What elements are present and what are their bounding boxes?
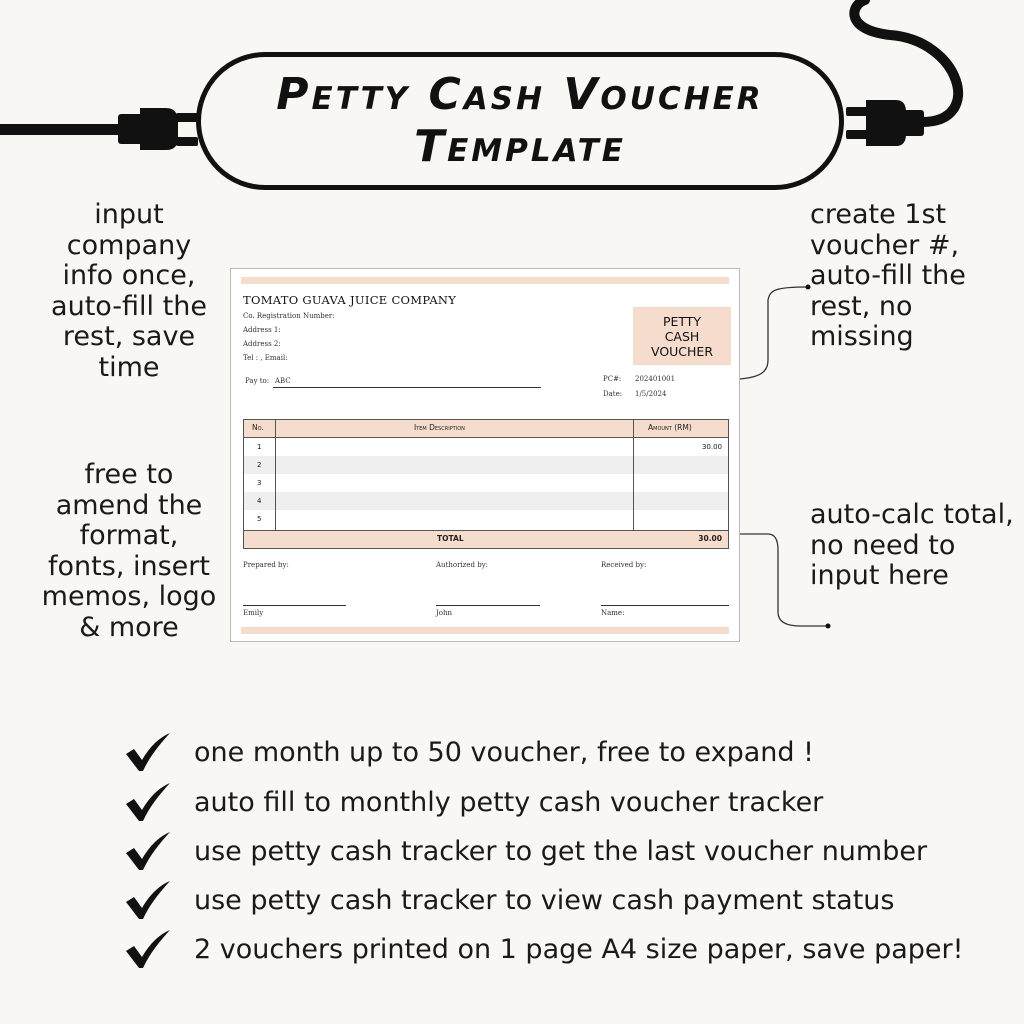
checkmark-icon [122,878,174,922]
list-item-text: use petty cash tracker to get the last voucher number [194,835,928,867]
received-signature-line [601,605,729,606]
plug-right-icon [846,0,958,146]
row-no: 2 [257,461,262,469]
pay-to-value: ABC [275,377,291,385]
tel-label [243,354,288,362]
authorized-name: John [436,609,453,617]
reg-label: Co. Registration Number: [243,312,335,320]
title-banner [196,52,844,190]
checkmark-icon [122,927,174,971]
table-row [244,492,728,510]
voucher-preview [230,268,740,642]
table-row [244,438,728,456]
list-item [122,927,963,971]
prepared-label: Prepared by: [243,561,289,569]
voucher-top-band [241,277,729,284]
petty-cash-voucher-badge [633,307,731,365]
address2-label: Address 2: [243,340,281,348]
pay-to-underline [273,387,541,388]
authorized-label: Authorized by: [436,561,489,569]
date-value: 1/5/2024 [635,390,667,398]
tel-label-text: Tel : [243,354,259,362]
pay-to-label: Pay to: [245,377,270,385]
note-right-top: create 1st voucher #, auto-fill the rest, no missing [810,199,966,352]
pc-label: PC#: [603,375,622,383]
received-name: Name: [601,609,625,617]
prepared-name: Emily [243,609,264,617]
company-name: TOMATO GUAVA JUICE COMPANY [243,293,457,307]
row-no: 5 [257,515,262,523]
row-no: 1 [257,443,262,451]
badge-line-2: CASH [664,328,700,344]
table-header [244,420,728,438]
note-left-bottom: free to amend the format, fonts, insert memos, logo & more [41,459,217,643]
row-no: 3 [257,479,262,487]
note-left-top: input company info once, auto-fill the rest, save time [51,199,207,383]
list-item [122,829,927,873]
authorized-signature-line [436,605,540,606]
row-amount: 30.00 [701,443,722,451]
address1-label: Address 1: [243,326,281,334]
badge-line-3: VOUCHER [650,343,714,359]
list-item-text: use petty cash tracker to view cash payment status [194,884,895,916]
list-item [122,878,894,922]
row-no: 4 [257,497,262,505]
total-value: 30.00 [698,534,722,543]
col-no: No. [252,423,264,432]
pc-value: 202401001 [635,375,676,383]
total-label: TOTAL [437,534,464,543]
list-item [122,780,823,824]
table-row [244,474,728,492]
note-right-bottom: auto-calc total, no need to input here [810,499,1014,591]
col-description: Item Description [414,423,465,432]
badge-line-1: PETTY [662,313,702,329]
total-row [244,530,728,548]
col-divider [633,420,634,548]
title-line-1: Petty Cash Voucher [276,69,764,120]
voucher-bottom-band [241,627,729,634]
checkmark-icon [122,730,174,774]
col-divider [275,420,276,548]
title-line-2: Template [414,121,626,172]
list-item-text: 2 vouchers printed on 1 page A4 size paper, save paper! [194,933,964,965]
list-item-text: one month up to 50 voucher, free to expand ! [194,736,814,768]
items-table [243,419,729,549]
table-row [244,456,728,474]
prepared-signature-line [243,605,346,606]
received-label: Received by: [601,561,647,569]
plug-left-icon [0,108,198,150]
email-label-text: , Email: [260,354,288,362]
list-item [122,730,814,774]
checkmark-icon [122,780,174,824]
date-label: Date: [603,390,623,398]
table-row [244,510,728,528]
list-item-text: auto fill to monthly petty cash voucher tracker [194,786,824,818]
col-amount: Amount (RM) [648,423,692,432]
checkmark-icon [122,829,174,873]
